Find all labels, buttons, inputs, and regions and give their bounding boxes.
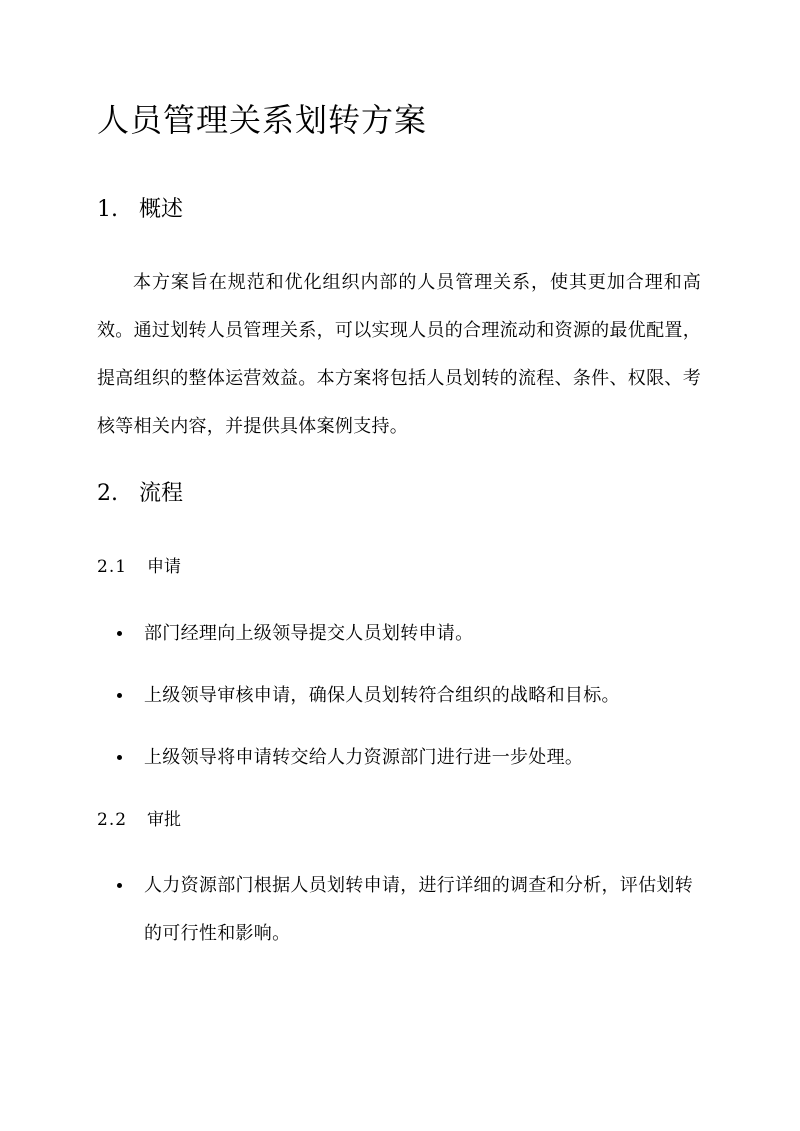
subsection-heading-approve [97,807,181,833]
bullet-dot-icon [117,693,122,698]
list-item-text: 部门经理向上级领导提交人员划转申请。 [144,623,474,644]
section-number: 2. [97,481,118,506]
overview-paragraph: 本方案旨在规范和优化组织内部的人员管理关系，使其更加合理和高效。通过划转人员管理关系，可以实现人员的合理流动和资源的最优配置，提高组织的整体运营效益。本方案将包括人员划转的流程、条件、权限、考核等相关内容，并提供具体案例支持。 [97,272,701,437]
list-item-text: 人力资源部门根据人员划转申请，进行详细的调查和分析，评估划转的可行性和影响。 [144,875,693,944]
bullet-dot-icon [117,883,122,888]
section-heading-process [97,478,183,510]
section-heading-overview [97,194,183,226]
section-title: 概述 [139,197,184,222]
document-title: 人员管理关系划转方案 [97,101,428,139]
list-item [97,734,701,782]
list-item-text: 上级领导将申请转交给人力资源部门进行进一步处理。 [144,747,584,768]
approve-bullet-list [97,862,701,972]
section-number: 1. [97,197,118,222]
bullet-dot-icon [117,631,122,636]
list-item-text: 上级领导审核申请，确保人员划转符合组织的战略和目标。 [144,685,620,706]
apply-bullet-list [97,610,701,796]
subsection-number: 2.2 [97,810,128,830]
subsection-number: 2.1 [97,557,128,577]
list-item [97,672,701,720]
subsection-title: 审批 [147,810,181,830]
bullet-dot-icon [117,755,122,760]
subsection-heading-apply [97,554,181,580]
list-item [97,862,701,958]
section-title: 流程 [139,481,184,506]
subsection-title: 申请 [147,557,181,577]
list-item [97,610,701,658]
